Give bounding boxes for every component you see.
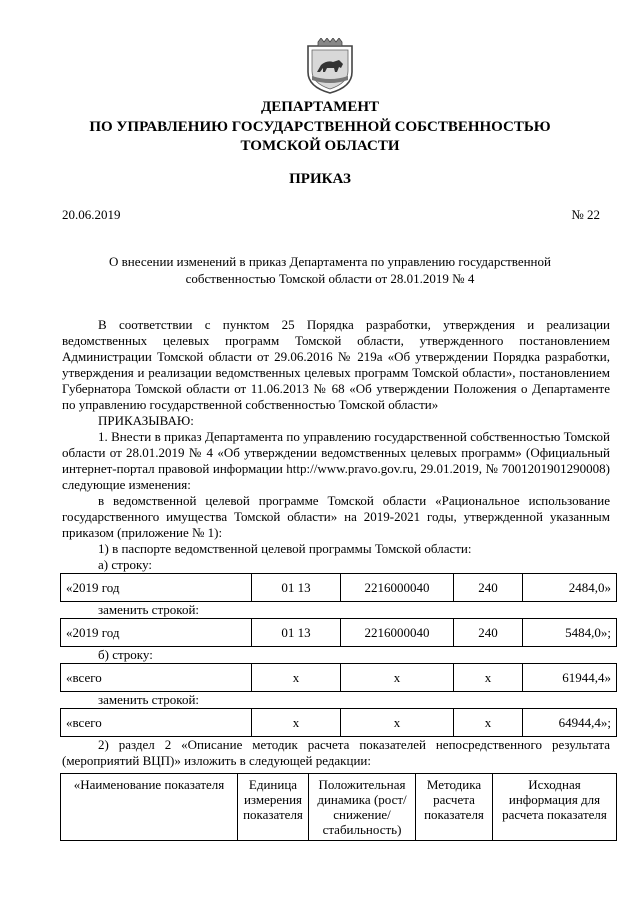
row-table-a-old <box>60 573 617 602</box>
document-subject <box>80 253 580 287</box>
table-cell: 5484,0»; <box>523 619 617 647</box>
row-table-a-new <box>60 618 617 647</box>
item-1-paragraph: 1. Внести в приказ Департамента по управлению государственной собственностью Томской области от 28.01.2019 № 4 «Об утверждении ведомственных целевых программ» (Официальный интернет-портал правовой информации http://www.pravo.gov.ru, 29.01.2019, № 7001201901290008) следующие изменения: <box>62 429 610 492</box>
table-cell: 61944,4» <box>523 664 617 692</box>
table-cell: x <box>454 709 523 737</box>
preamble-paragraph: В соответствии с пунктом 25 Порядка разработки, утверждения и реализации ведомственных целевых программ Томской области, утвержденного постановлением Администрации Томской области от 29.06.2016 № 219а «Об утверждении Порядка разработки, утверждения и реализации ведомственных целевых программ Томской области», постановлением Губернатора Томской области от 11.06.2013 № 68 «Об утверждении Положения о Департаменте по управлению государственной собственностью Томской области» <box>62 317 610 412</box>
department-name-line1: ДЕПАРТАМЕНТ <box>260 99 380 115</box>
table-header-cell: Исходная информация для расчета показателя <box>493 774 617 841</box>
row-table-b-old <box>60 663 617 692</box>
table-cell: 01 13 <box>252 619 341 647</box>
replace-label: заменить строкой: <box>98 602 200 617</box>
table-cell: x <box>341 664 454 692</box>
table-row <box>61 664 617 692</box>
replace-label: заменить строкой: <box>98 692 200 707</box>
subject-line: собственностью Томской области от 28.01.2019 № 4 <box>185 271 475 286</box>
table-row <box>61 619 617 647</box>
department-name-line3: ТОМСКОЙ ОБЛАСТИ <box>240 138 400 154</box>
subitem-a-label: а) строку: <box>98 557 153 572</box>
subitem-b-label: б) строку: <box>98 647 153 662</box>
department-name-line2: ПО УПРАВЛЕНИЮ ГОСУДАРСТВЕННОЙ СОБСТВЕННОСТЬЮ <box>89 119 551 135</box>
table-cell: x <box>341 709 454 737</box>
document-date: 20.06.2019 <box>62 207 121 222</box>
order-word: ПРИКАЗЫВАЮ: <box>98 413 194 428</box>
subitem-2-paragraph: 2) раздел 2 «Описание методик расчета показателей непосредственного результата (мероприятий ВЦП)» изложить в следующей редакции: <box>62 737 610 768</box>
program-paragraph: в ведомственной целевой программе Томской области «Рациональное использование государственного имущества Томской области» на 2019-2021 годы, утвержденной указанным приказом (приложение № 1): <box>62 493 610 540</box>
table-cell: x <box>252 664 341 692</box>
table-cell: 240 <box>454 619 523 647</box>
document-body <box>62 317 610 841</box>
table-cell: 64944,4»; <box>523 709 617 737</box>
indicator-table <box>60 773 617 841</box>
table-cell: «2019 год <box>61 619 252 647</box>
table-cell: x <box>454 664 523 692</box>
table-cell: 2216000040 <box>341 574 454 602</box>
table-cell: «всего <box>61 664 252 692</box>
table-header-cell: Положительная динамика (рост/снижение/ стабильность) <box>309 774 416 841</box>
subitem-1-paragraph: 1) в паспорте ведомственной целевой программы Томской области: <box>98 541 472 556</box>
table-header-cell: «Наименование показателя <box>61 774 238 841</box>
table-cell: 2484,0» <box>523 574 617 602</box>
document-number: № 22 <box>571 207 600 222</box>
table-cell: 2216000040 <box>341 619 454 647</box>
table-header-cell: Единица измерения показателя <box>238 774 309 841</box>
table-cell: 01 13 <box>252 574 341 602</box>
table-cell: «2019 год <box>61 574 252 602</box>
table-header-row <box>61 774 617 841</box>
table-row <box>61 574 617 602</box>
subject-line: О внесении изменений в приказ Департамента по управлению государственной <box>109 254 551 269</box>
table-row <box>61 709 617 737</box>
table-cell: 240 <box>454 574 523 602</box>
coat-of-arms-emblem <box>305 38 355 94</box>
table-cell: x <box>252 709 341 737</box>
table-header-cell: Методика расчета показателя <box>416 774 493 841</box>
document-type: ПРИКАЗ <box>289 171 351 187</box>
row-table-b-new <box>60 708 617 737</box>
table-cell: «всего <box>61 709 252 737</box>
